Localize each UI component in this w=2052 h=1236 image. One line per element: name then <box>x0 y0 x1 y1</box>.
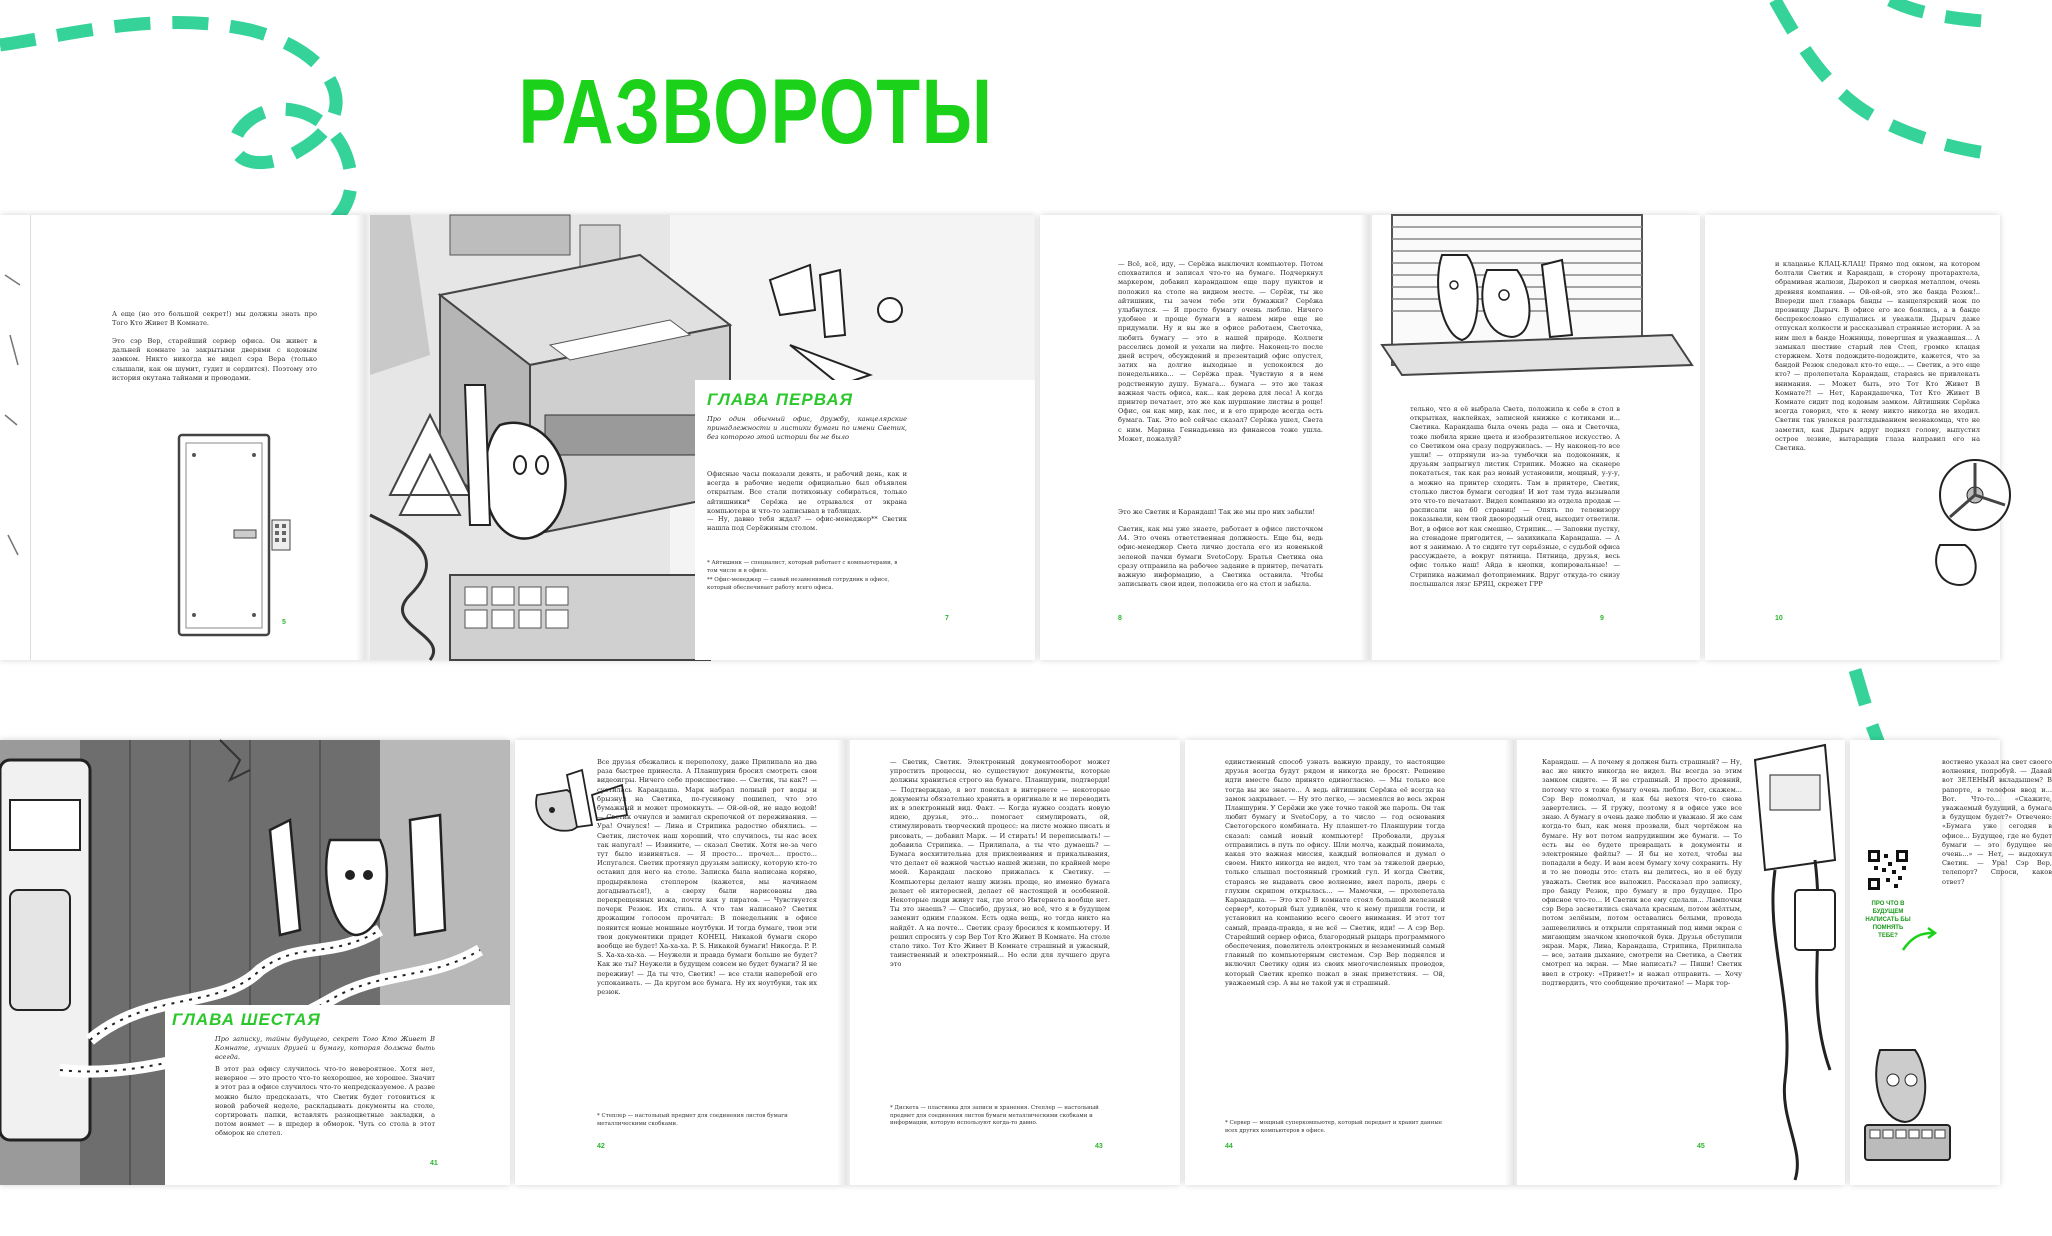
page-number: 10 <box>1775 615 1783 622</box>
footnote-2: ** Офис-менеджер — самый незаменимый сотрудник в офисе, который обеспечивает работу всего офиса. <box>707 577 890 591</box>
page-45-body: Карандаш. — А почему я должен быть страшный? — Ну, вас же никто никогда не видел. Вы всегда за этим замком сидите. — Я не страшный. Я просто древний, потому что я тоже бумагу очень люблю. Вот, скажем... Сэр Вер помолчал, и как бы нехотя что-то снова завертелись. — Я гружу, поэтому я в офисе уже все знаю. А бумагу я очень даже люблю и уважаю. Я же сам когда-то был, как меня прозвали, был чертёжом на бумаге. Ну вот потом напрудившим же бумаги. — То есть вы ее будете превращать в документы и электронные файлы? — Я бы не хотел, чтобы вы попадали в беду. И вам всем бумагу хочу сохранить. Ну и то не поводы это: стать вы делитесь, но я её буду уважать. Светик все выложил. Рассказал про записку, про банду Резюк, про бумагу и про будущее. Про офисное что-то... И Светик все ему сделали... Лампочки сэр Вера засветились сначала красным, потом жёлтым, потом зелёным, потом оставались белыми, провода зашевелились и открыли спрятанный под ними экран с мигающим значком кнопочкой букв. Друзья обступили экран. Марк, Лина, Карандаша, Стрипика, Прилипала — все, затаив дыхание, смотрели на Светика, а Светик смотрел на экран. — Мне написать? — Пиши! Светик ввел в строку: «Привет!» и нажал отправить. — Хочу подтвердить, что сообщение прочитано! — Марк тор- <box>1542 758 1743 987</box>
page-42 <box>515 740 845 1185</box>
window-blinds-characters-illustration <box>1372 215 1700 375</box>
page-number: 7 <box>945 615 949 622</box>
page-10-body: и клацанье КЛАЦ-КЛАЦ! Прямо под окном, на котором болтали Светик и Карандаш, в сторону протарахтела, обрамивая жалюзи, Дырокол и сверкая металлом, очень древняя компания. — Ой-ой-ой, это же банда Резюк!.. Впереди шел главарь банды — канцелярский нож по прозвищу Дырыч. В офисе его все боялись, а в банде беспрекословно слушались и уважали. Дырыч даже отпускал колкости и рассказывал странные истории. А за ним шел в банде Ножницы, повергшая и уважавшая... А замыкал шествие старый лев Степ, громко клацая стержнем. Хотя подождите-подождите, кажется, что за бандой Резюк следовал кто-то еще... — Светик, а это еще кто? — пролепетала Карандаш, стараясь не привлекать внимания. — Может быть, это Тот Кто Живет В Комнате?! — Нет, Карандашечка, Тот Кто Живет В Комнате сидит под кодовым замком. Айтишник Серёжа всегда говорил, что к нему никто никогда не входил. Светик так увлекся разглядыванием незнакомца, что не заметил, как Дырыч вдруг поднял голову, выпустил острое лезвие, вытаращив глаза направил его на Светика. <box>1775 260 1980 453</box>
spread-pages-42-43 <box>515 740 1180 1185</box>
spread-pages-5-7 <box>0 215 1035 660</box>
page-42-body: Все друзья сбежались к переполоху, даже Прилипала на два раза быстрее принесла. А Планшурин бросил смотреть свои видеоигры. Ничего себе происшествие. — Светик, ты как?! — суетилась Карандаша. Марк набрал полный рот воды и брызнул на Светика, по-гусиному пошипел, что это бумажный и может промокнуть. — Ой-ой-ой, не надо водой! — Светик очнулся и замигал скрепочкой от переживания. — Ура! Очнулся! — Лина и Стрипика радостно обнялись. — Светик, листочек наш хороший, что случилось, ты нас всех так напугал! — Извините, — сказал Светик. Хотя не-за чего тут было извиняться. — Я просто... прочел... просто... Испугался. Светик протянул друзьям записку, которую кто-то оставил для него на столе. Записка была написана коряво, продырявлена степлером (кажется, мы начинаем догадываться!), а сверху были нарисованы два перекрещенных ножа, почти как у пиратов. — Чувствуется почерк Резюк. Их стиль. А что там написано? Светик дрожащим голосом прочитал: В понедельник в офисе появится новые моншные ноутбуки. И тогда бумаге, твои эти твои документики придет КОНЕЦ. Никакой бумаги скоро вообще не будет! Ха-ха-ха. P. S. Никакой бумаги! Никогда. P. P. S. Ха-ха-ха-ха. — Неужели и правда бумаги больше не будет? Как же ты? Неужели в будущем совсем не будет бумаги? Я не переживу! — Да ты что, Светик! — все стали наперебой его успокаивать. — Да кругом все бумага. Ну их ноутбуки, так их резюк. <box>597 758 817 997</box>
page-44-body: единственный способ узнать важную правду, то настоящие друзья всегда будут рядом и никогда не бросят. Решение идти вместе было принято единогласно. — Мы только все тогда вы же знаете... А ведь айтишник Серёжа её всегда на замок закрывает. — Ну это легко, — засмеялся во весь экран Планшурин. У Серёжи же уже точно такой же пароль. Он так любит бумагу и SvetoCopy, а то число — год основания Светогорского комбината. Ну планшет-то Планшурин тогда сказал: самый новый компьютер! Пробовали, друзья отправились в путь по офису. Шли молча, каждый понимала, какая это важная миссия, каждый волновался и думал о своем. Никто никогда не видел, что там за тяжелой дверью, только слышал постоянный громкий гул. И когда Светик, стараясь не выдавать свое волнение, ввел пароль, дверь с глухим скрипом открылась... — Мамочки, — пролепетала Карандаша. — Это кто? В комнате стоял большой железный сервер*, который был удивлён, что к нему пришли гости, и установил на компанию всего своего внимания. И этот тот самый, правда-правда, я не всё — Светик, иди! — А сэр Вер. Старейший сервер офиса, благородный рыцарь программного обеспечения, повелитель электронных и незаменимый самый главный по компьютерным системам. Сэр Вер поднялся и включил Светику один из своих многочисленных проводов, который Светик крепко пожал в знак приветствия. — Ой, уважаемый сэр. А вы не такой уж и страшный. <box>1225 758 1445 987</box>
page-43-footnote: * Дискета — пластинка для записи и хранения. Степлер — настольный предмет для соединения листов бумаги металлическими скобками и информации, которую используют когда-то давно. <box>890 1105 1099 1126</box>
page-title: РАЗВОРОТЫ <box>518 61 994 163</box>
page-left-edge <box>0 215 31 660</box>
chapter-heading: ГЛАВА ПЕРВАЯ <box>707 390 853 409</box>
page-8-body-3: Светик, как мы уже знаете, работает в офисе листочком А4. Это очень ответственная должность. Еще бы, ведь офис-менеджер Света лично достала его из новенькой зеленой пачки бумаги SvetoCopy. Братья Светика она сразу отправила на рабочее задание в принтер, печатать важную информацию, а Светика оставила. Чтобы записывать свои идеи, положила его на стол и забыла. <box>1118 525 1323 589</box>
page-8-body: — Всё, всё, иду, — Серёжа выключил компьютер. Потом спохватился и записал что-то на бумаге. Подчеркнул маркером, добавил карандашом еще пару пунктов и положил на столе на видном месте. — Серёж, ты же айтишник, ты зачем тебе эти бумажки? Серёжа улыбнулся. — Я просто бумагу очень люблю. Ничего удобнее и проще бумаги в нашем мире еще не придумали. Ну и вы же в офисе работаем, Светочка, любить бумагу — это в нашей природе. Коллеги расселись домой и уехали на лифте. Наконец-то после дней встреч, обсуждений и презентаций офис опустел, затих на долгие выходные и успокоился до понедельника... — Серёжа прав. Чувствую я в нем родственную душу. Бумага... бумага — это же такая важная часть офиса, как... как дерева для леса! А когда принтер печатает, это же как шуршание листвы в роще! Офис, он как мир, как лес, и в его природе всегда есть бумага. Так. Это всё сейчас сказал? Серёжа ушел, Света с ним. Марина Геннадьевна из финансов тоже ушла. Может, пожалуй? <box>1118 260 1323 443</box>
page-5-body: Это сэр Вер, старейший сервер офиса. Он живет в дальней комнате за закрытыми дверями с кодовым замком. Никто никогда не видел сэра Вера (только слышали, как он шумит, гудит и сердится). Поэтому это история окутана тайнами и проводами. <box>112 337 317 382</box>
page-46-body: воствено указал на свет своего волнения, попробуй. — Давай вот ЗЕЛЕНЫЙ вкладышем? В рапорте, в телефон ввод и... Вот. Что-то... «Скажите, уважаемый будущий, а бумага в будущем будет?» Отвечено: «Бумага уже сегодня в офисе... Будущее, где не будет бумаги — это будущее не очень...» — Нет, — выдохнул Светик. — Ура! Сэр Вер, телепорт? Спроси, каков ответ? <box>1942 758 2052 886</box>
page-number: 41 <box>430 1160 438 1167</box>
server-character-illustration <box>1735 740 1845 1185</box>
qr-code <box>1868 850 1908 890</box>
page-number: 9 <box>1600 615 1604 622</box>
page-number: 8 <box>1118 615 1122 622</box>
chapter-lead: Про один обычный офис, дружбу, канцелярские принадлежности и листики бумаги по имени Светик, без которого этой истории бы не было <box>707 415 907 442</box>
spread-page-41 <box>0 740 510 1185</box>
page-42-footnote: * Степлер — настольный предмет для соединения листов бумаги металлическими скобками. <box>597 1113 788 1127</box>
page-5-intro: А еще (но это большой секрет!) мы должны знать про Того Кто Живет В Комнате. <box>112 310 317 328</box>
spread-page-46 <box>1850 740 2052 1185</box>
page-44 <box>1185 740 1513 1185</box>
spread-pages-8-9 <box>1040 215 1700 660</box>
dashed-curve-top-right-edge <box>1890 0 2000 22</box>
partial-illustration <box>0 215 30 660</box>
spread-page-10 <box>1705 215 2000 660</box>
page-45 <box>1517 740 1845 1185</box>
page-8-body-2: Это же Светик и Карандаш! Так же мы про них забыли! <box>1118 508 1316 516</box>
page-9-body: тельно, что я её выбрала Света, положила к себе в стол в открытках, наклейках, записной книжке с котиками и... Светика. Карандаша была очень рада — она и Светочка, тоже любила яркие цвета и изобразительное искусство. А со Светиком она сразу подружилась. — Ну наконец-то все ушли! — отпрянули из-за тумбочки на подоконник, к друзьям запрыгнул листик Стрипик. Можно на сканере покататься, так как раз новый установили, мощный, у-у-у, а можно на принтер сходить. Там в принтере, Светик, столько листов бумаги сегодня! И вот там туда вызывали это что-то печатают. Видел компанию из отдела продаж — расписали на 60 страниц! — Опять по телевизору показывали, кем твой двоюродный отец, выходит ответили. Вот, в офисе вот как смешно, Стрипик... — Заповни пустку, на стенадоне пригодится, — захихикала Карандаша. — А вот я занимаю. А то сидите тут серьёзные, с судьбой офиса рассуждаете, а вокруг пятница. Пятница, друзья, весь офис только наш! Айда в кнопки, копировальные! — Стрипика нажимал фотоприемник. Вдруг откуда-то снизу послышался лязг БРЯЦ, скрежет ГРР <box>1410 405 1620 588</box>
page-41-illustrated <box>0 740 510 1185</box>
page-number: 43 <box>1095 1143 1103 1150</box>
page-43 <box>850 740 1180 1185</box>
page-7-body: Офисные часы показали девять, и рабочий день, как и всегда в рабочие недели официально был объявлен открытым. Все стали потихоньку собираться, только айтишники* Серёжа не отрывался от экрана компьютера и что-то записывал в таблицах. <box>707 470 907 515</box>
page-43-body: — Светик, Светик. Электронный документооборот может упростить процессы, но существуют документы, которые должны храниться строго на бумаге. Планшурин, подтверди! — Подтверждаю, я вот поискал в интернете — некоторые документы обязательно хранить в оригинале и не переводить их в электронный вид. Факт. — Когда нужно создать новую идею, друзья, это... помогает симулировать, ой, стимулировать творческий процесс: на листе можно писать и рисовать, — добавил Марк. — И стирать! И переписывать! — добавила Стрипика. — Прилипала, а ты что думаешь? — Бумага восхитительна для приклеивания и прикалывания, что делает её важной частью нашей жизни, по крайней мере моей. Карандаш ласково прижалась к Светику. — Компьютеры делают нашу жизнь проще, но именно бумага делает её интересней, делает её настоящей и особенной. Некоторые люди живут так, где этого Интернета вообще нет. Ты это знаешь? — Спасибо, друзья, но всё, что я в будущем заменит одним глазком. Есть одна вещь, но тогда никто на найдёт. А на почте... Светик сразу бросился к компьютеру. И решил спросить у сэр Вер Тот Кто Живет В Комнате. На столе стало тихо. Тот Кто Живет В Комнате страшный и ужасный, таинственный и электронный... Но если для лучшего друга это <box>890 758 1110 969</box>
page-44-footnote: * Сервер — мощный суперкомпьютер, который передает и хранит данные всех других компьютеров в офисе. <box>1225 1120 1442 1134</box>
page-7-quote: — Ну, давно тебя ждал? — офис-менеджер** Светик нашла под Серёжиным столом. <box>707 515 907 533</box>
page-number: 44 <box>1225 1143 1233 1150</box>
page-7-illustrated <box>370 215 1035 660</box>
office-printer-illustration <box>370 215 1035 660</box>
spread-pages-44-45 <box>1185 740 1845 1185</box>
footnote-1: * Айтишник — специалист, который работает с компьютерами, в том числе и в офисе. <box>707 560 898 574</box>
keyboard-character-illustration <box>1855 1040 1955 1180</box>
page-8 <box>1040 215 1368 660</box>
page-46 <box>1850 740 2052 1185</box>
page-9 <box>1372 215 1700 660</box>
arrow-icon <box>1898 925 1938 955</box>
server-room-door-illustration <box>134 435 294 635</box>
page-41-body: В этот раз офису случилось что-то невероятное. Хотя нет, неверное — это просто что-то нехорошее, не хорошее. Значит в этот раз в офисе случилось что-то непредсказуемое. А разве можно было предсказать, что Светик будет готовиться к новой рабочей неделе, раскладывать документы на столе, сортировать папки, вставлять разноцветные закладки, а потом вонмет — в шредер в обморок. Чуть со стола в этот обморок не слетел. <box>215 1065 435 1138</box>
page-number: 45 <box>1697 1143 1705 1150</box>
chapter-lead: Про записку, тайны будущего, секрет Того Кто Живет В Комнате, лучших друзей и бумагу, которая должна быть всегда. <box>215 1035 435 1062</box>
page-10 <box>1705 215 2000 660</box>
page-5 <box>34 215 364 660</box>
page-number: 5 <box>282 619 286 626</box>
qr-caption: ПРО ЧТО В БУДУЩЕМ НАПИСАТЬ БЫ ПОМНЯТЬ ТЕБЕ? <box>1865 901 1911 939</box>
chapter-heading: ГЛАВА ШЕСТАЯ <box>172 1010 321 1029</box>
fan-character-illustration <box>1920 435 2000 595</box>
page-number: 42 <box>597 1143 605 1150</box>
